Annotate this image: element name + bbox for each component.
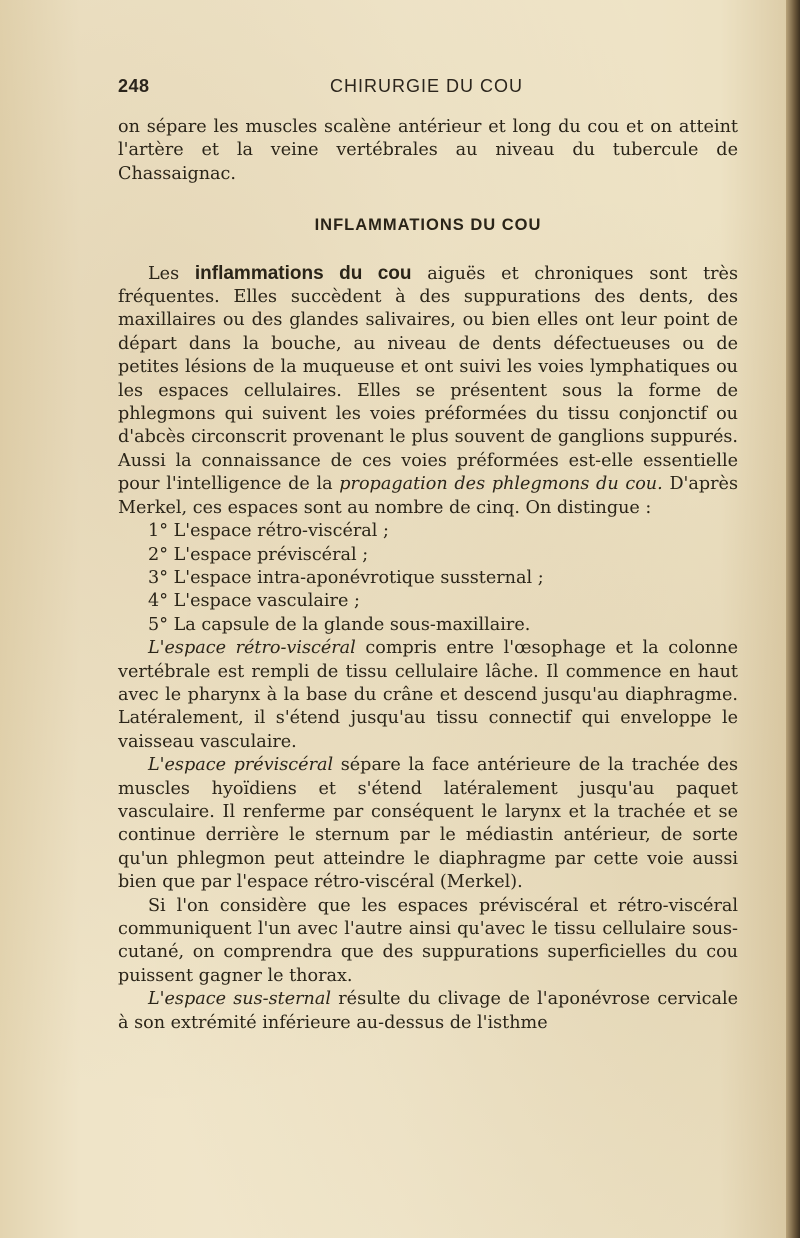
- section-title: INFLAMMATIONS DU COU: [314, 216, 542, 235]
- list-item: 3° L'espace intra-aponévrotique sussternal ;: [148, 567, 544, 588]
- running-title: CHIRURGIE DU COU: [330, 76, 524, 96]
- para2-italic: L'espace rétro-viscéral: [148, 638, 356, 659]
- body-text: [118, 116, 738, 1035]
- paragraph-sus-sternal: [118, 988, 738, 1035]
- paragraph-previsceral: [118, 754, 738, 894]
- list-item: 5° La capsule de la glande sous-maxillaire.: [148, 614, 531, 635]
- para3-italic: L'espace préviscéral: [148, 755, 334, 776]
- para1-text: aiguës et chroniques sont très fréquentes. Elles succèdent à des suppurations des dents, des maxillaires ou des glandes salivaires, ou bien elles ont leur point de départ dans la bouche, au niveau de dents défectueuses ou de petites lésions de la muqueuse et ont suivi les voies lymphatiques ou les espaces cellulaires. Elles se présentent sous la forme de phlegmons qui suivent les voies préformées du tissu conjonctif ou d'abcès circonscrit provenant le plus souvent de ganglions suppurés. Aussi la connaissance de ces voies préformées est-elle essentielle pour l'intelligence de la: [118, 263, 739, 495]
- para1-lead: inflammations du cou: [194, 262, 412, 284]
- para5-italic: L'espace sus-sternal: [148, 989, 331, 1010]
- running-header: [118, 76, 738, 104]
- page-number: 248: [118, 76, 150, 96]
- para5-text: résulte du clivage de l'aponévrose cervicale à son extrémité inférieure au-dessus de l'isthme: [118, 989, 738, 1033]
- para1-italic: propagation des phlegmons du cou.: [339, 474, 663, 495]
- list-item: 2° L'espace préviscéral ;: [148, 544, 369, 565]
- paragraph-communication: Si l'on considère que les espaces préviscéral et rétro-viscéral communiquent l'un avec l'autre ainsi qu'avec le tissu cellulaire sous-cutané, on comprendra que des suppurations superficielles du cou puissent gagner le thorax.: [118, 895, 738, 986]
- list-item: 1° L'espace rétro-viscéral ;: [148, 521, 389, 542]
- paragraph-retro-visceral: [118, 637, 738, 754]
- book-spine-edge: [786, 0, 800, 1238]
- list-item: 4° L'espace vasculaire ;: [148, 591, 360, 612]
- para1-pre: Les: [148, 263, 195, 284]
- para2-text: compris entre l'œsophage et la colonne vertébrale est rempli de tissu cellulaire lâche. Il commence en haut avec le pharynx à la base du crâne et descend jusqu'au diaphragme. Latéralement, il s'étend jusqu'au tissu connectif qui enveloppe le vaisseau vasculaire.: [118, 638, 738, 752]
- para1-text2: D'après Merkel, ces espaces sont au nombre de cinq. On distingue :: [118, 474, 738, 518]
- paragraph-inflammations: [118, 262, 738, 520]
- para3-text: sépare la face antérieure de la trachée des muscles hyoïdiens et s'étend latéralement jusqu'au paquet vasculaire. Il renferme par conséquent le larynx et la trachée et se continue derrière le sternum par le médiastin antérieur, de sorte qu'un phlegmon peut atteindre le diaphragme par cette voie aussi bien que par l'espace rétro-viscéral (Merkel).: [118, 755, 738, 893]
- intro-paragraph: on sépare les muscles scalène antérieur et long du cou et on atteint l'artère et la veine vertébrales au niveau du tubercule de Chassaignac.: [118, 117, 738, 184]
